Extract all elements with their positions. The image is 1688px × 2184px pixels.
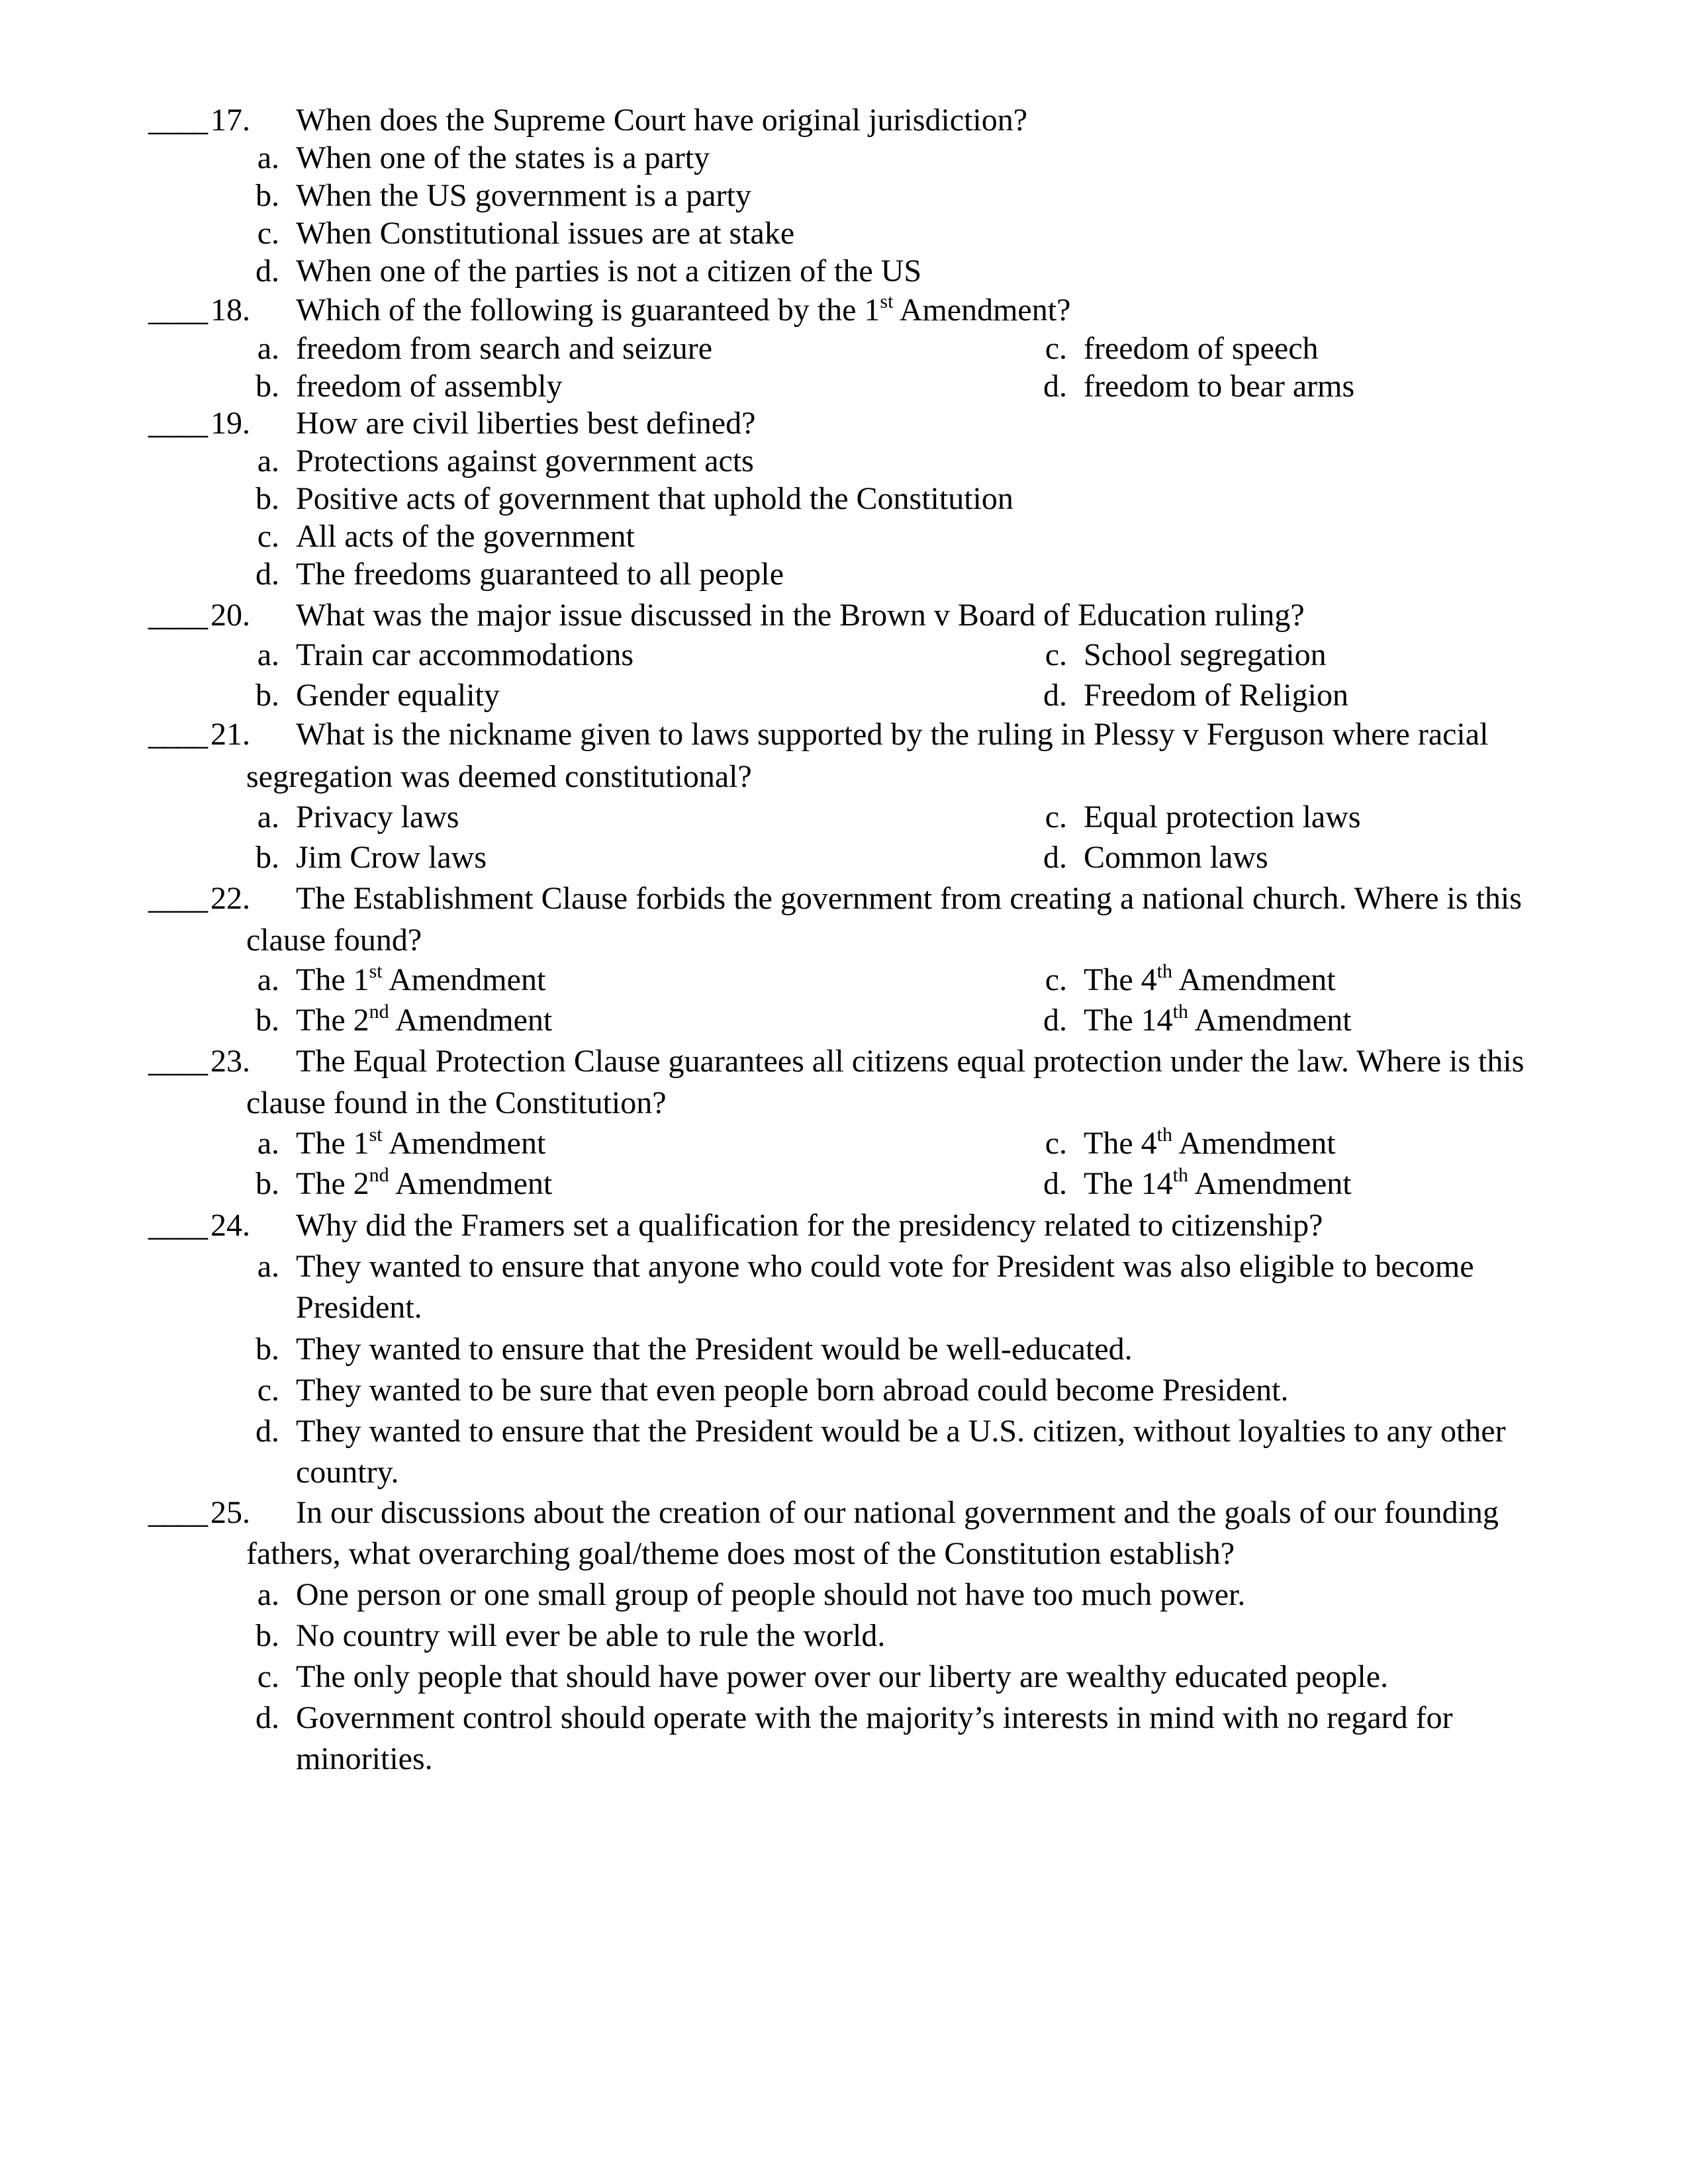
choice-letter: b. [256, 369, 279, 404]
choice-text: They wanted to ensure that the President would be a U.S. citizen, without loyalties to any other [296, 1414, 1506, 1449]
choice-letter: a. [257, 799, 279, 835]
question-number: 21. [211, 717, 250, 752]
question-text: How are civil liberties best defined? [296, 406, 756, 441]
choice-text: The 1st Amendment [296, 960, 546, 997]
choice-letter: b. [256, 1166, 279, 1201]
choice-text: The 14th Amendment [1084, 1164, 1352, 1201]
choice-text: The 1st Amendment [296, 1124, 546, 1161]
choice-text: Gender equality [296, 678, 500, 713]
question-number: 20. [211, 598, 250, 633]
choice-text: President. [296, 1290, 422, 1325]
choice-letter: d. [256, 1700, 279, 1735]
choice-text: The 2nd Amendment [296, 1164, 553, 1201]
choice-text: All acts of the government [296, 519, 635, 554]
answer-blank[interactable]: ____ [148, 598, 207, 633]
choice-text: When Constitutional issues are at stake [296, 216, 795, 251]
choice-letter: c. [257, 216, 279, 251]
answer-blank[interactable]: ____ [148, 717, 207, 752]
choice-letter: b. [256, 1618, 279, 1653]
choice-letter: c. [1045, 331, 1067, 366]
question-text: segregation was deemed constitutional? [246, 759, 752, 794]
choice-letter: c. [257, 1373, 279, 1408]
answer-blank[interactable]: ____ [148, 406, 207, 441]
question-number: 22. [211, 881, 250, 916]
choice-letter: d. [1043, 840, 1067, 875]
question-text: Why did the Framers set a qualification for the presidency related to citizenship? [296, 1208, 1323, 1243]
choice-letter: c. [1045, 962, 1067, 997]
choice-letter: c. [1045, 799, 1067, 835]
question-text: What was the major issue discussed in the Brown v Board of Education ruling? [296, 598, 1305, 633]
question-number: 24. [211, 1208, 250, 1243]
choice-text: The only people that should have power over our liberty are wealthy educated people. [296, 1659, 1389, 1694]
choice-text: freedom of assembly [296, 369, 563, 404]
choice-letter: b. [256, 481, 279, 516]
choice-text: country. [296, 1455, 399, 1490]
choice-text: Train car accommodations [296, 637, 634, 672]
answer-blank[interactable]: ____ [148, 293, 207, 328]
choice-letter: a. [257, 1577, 279, 1612]
choice-text: minorities. [296, 1741, 433, 1776]
choice-text: Common laws [1084, 840, 1268, 875]
choice-text: They wanted to ensure that anyone who could vote for President was also eligible to become [296, 1249, 1474, 1284]
choice-text: Privacy laws [296, 799, 459, 835]
choice-text: The 2nd Amendment [296, 1001, 553, 1038]
choice-text: No country will ever be able to rule the world. [296, 1618, 886, 1653]
choice-text: The 4th Amendment [1084, 960, 1336, 997]
choice-text: Freedom of Religion [1084, 678, 1348, 713]
choice-letter: a. [257, 443, 279, 478]
choice-text: Protections against government acts [296, 443, 754, 478]
question-number: 17. [211, 103, 250, 138]
choice-text: The freedoms guaranteed to all people [296, 557, 784, 592]
question-number: 19. [211, 406, 250, 441]
question-text: Which of the following is guaranteed by the 1st Amendment? [296, 291, 1071, 328]
choice-text: freedom of speech [1084, 331, 1319, 366]
choice-letter: c. [1045, 1126, 1067, 1161]
choice-letter: a. [257, 331, 279, 366]
choice-letter: d. [1043, 1003, 1067, 1038]
answer-blank[interactable]: ____ [148, 1495, 207, 1530]
choice-text: When one of the parties is not a citizen of the US [296, 253, 922, 289]
choice-text: When the US government is a party [296, 178, 751, 213]
choice-letter: c. [257, 519, 279, 554]
choice-letter: a. [257, 1249, 279, 1284]
question-text: clause found? [246, 923, 422, 958]
answer-blank[interactable]: ____ [148, 881, 207, 916]
answer-blank[interactable]: ____ [148, 1208, 207, 1243]
choice-text: When one of the states is a party [296, 140, 710, 175]
choice-letter: c. [257, 1659, 279, 1694]
choice-letter: a. [257, 140, 279, 175]
question-text: fathers, what overarching goal/theme does most of the Constitution establish? [246, 1536, 1235, 1571]
choice-text: They wanted to ensure that the President would be well-educated. [296, 1332, 1133, 1367]
choice-letter: b. [256, 840, 279, 875]
choice-letter: d. [1043, 369, 1067, 404]
choice-letter: d. [256, 557, 279, 592]
question-text: When does the Supreme Court have original jurisdiction? [296, 103, 1028, 138]
answer-blank[interactable]: ____ [148, 103, 207, 138]
choice-text: Jim Crow laws [296, 840, 487, 875]
choice-letter: a. [257, 637, 279, 672]
question-number: 18. [211, 293, 250, 328]
question-text: What is the nickname given to laws supported by the ruling in Plessy v Ferguson where racial [296, 717, 1489, 752]
choice-letter: b. [256, 1332, 279, 1367]
choice-letter: a. [257, 1126, 279, 1161]
choice-letter: d. [256, 1414, 279, 1449]
choice-text: They wanted to be sure that even people born abroad could become President. [296, 1373, 1289, 1408]
question-number: 25. [211, 1495, 250, 1530]
choice-letter: b. [256, 178, 279, 213]
choice-letter: d. [256, 253, 279, 289]
question-text: In our discussions about the creation of our national government and the goals of our founding [296, 1495, 1499, 1530]
choice-letter: d. [1043, 678, 1067, 713]
choice-text: One person or one small group of people should not have too much power. [296, 1577, 1246, 1612]
choice-text: School segregation [1084, 637, 1327, 672]
choice-text: Equal protection laws [1084, 799, 1361, 835]
answer-blank[interactable]: ____ [148, 1044, 207, 1079]
question-number: 23. [211, 1044, 250, 1079]
choice-letter: b. [256, 678, 279, 713]
choice-letter: b. [256, 1003, 279, 1038]
question-text: clause found in the Constitution? [246, 1085, 667, 1120]
choice-text: freedom from search and seizure [296, 331, 713, 366]
choice-letter: c. [1045, 637, 1067, 672]
choice-text: The 4th Amendment [1084, 1124, 1336, 1161]
question-text: The Establishment Clause forbids the government from creating a national church. Where is this [296, 881, 1522, 916]
choice-letter: a. [257, 962, 279, 997]
choice-text: freedom to bear arms [1084, 369, 1355, 404]
choice-text: Government control should operate with the majority’s interests in mind with no regard for [296, 1700, 1453, 1735]
choice-letter: d. [1043, 1166, 1067, 1201]
question-text: The Equal Protection Clause guarantees all citizens equal protection under the law. Where is this [296, 1044, 1524, 1079]
choice-text: Positive acts of government that uphold the Constitution [296, 481, 1013, 516]
choice-text: The 14th Amendment [1084, 1001, 1352, 1038]
